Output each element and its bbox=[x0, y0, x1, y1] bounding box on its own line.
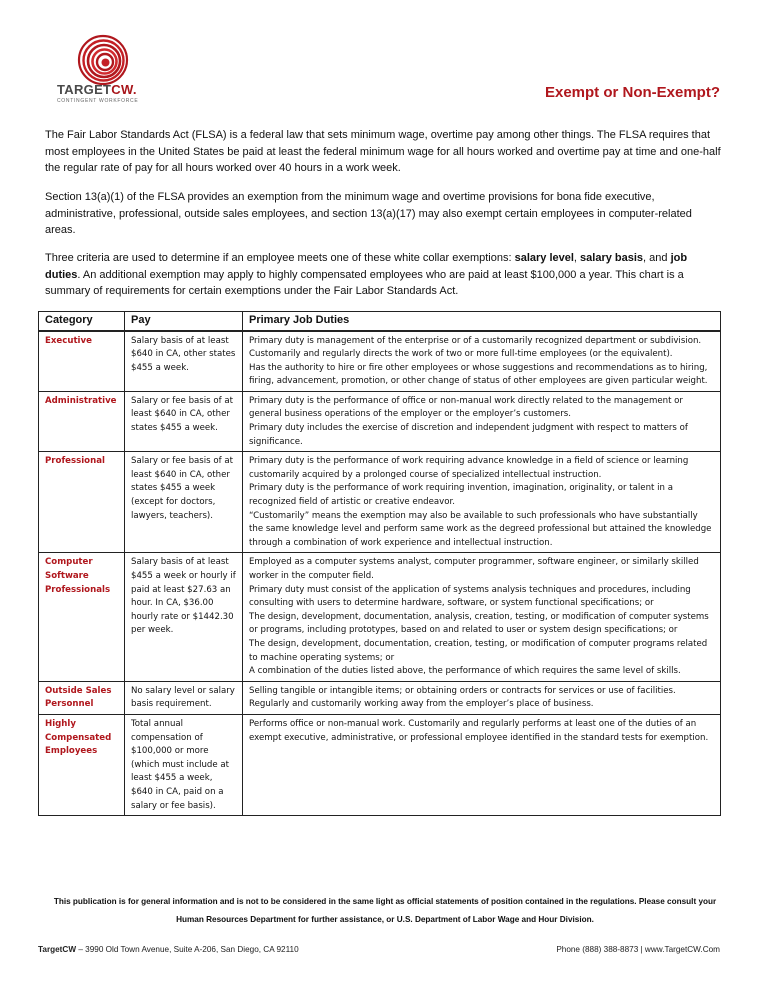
table-header-row bbox=[39, 312, 721, 331]
row-pay: Salary basis of at least $640 in CA, other states $455 a week. bbox=[125, 331, 243, 392]
logo-wordmark: TARGETCW. bbox=[57, 82, 137, 97]
row-duties bbox=[243, 681, 721, 714]
intro-paragraph-flsa: The Fair Labor Standards Act (FLSA) is a federal law that sets minimum wage, overtime pay among other things. The FLSA requires that most employees in the United States be paid at least the federal minimum wage for all hours worked and overtime pay at time and one-half the regular rate of pay for all hours worked over 40 hours in a work week. bbox=[45, 129, 721, 174]
row-category: Computer Software Professionals bbox=[39, 553, 125, 681]
row-duties bbox=[243, 714, 721, 815]
document-title: Exempt or Non-Exempt? bbox=[544, 84, 720, 101]
row-duties bbox=[243, 331, 721, 392]
duty-line: A combination of the duties listed above, the performance of which requires the same level of skills. bbox=[249, 666, 681, 677]
table-row bbox=[39, 681, 721, 714]
exemption-table bbox=[38, 311, 721, 816]
duty-line: “Customarily” means the exemption may also be available to such professionals who have substantially the same knowledge level and perform same work as the degreed professional but attained the knowledge through a combination of work experience and intellectual instruction. bbox=[249, 510, 712, 548]
row-category: Outside Sales Personnel bbox=[39, 681, 125, 714]
row-category: Administrative bbox=[39, 391, 125, 451]
row-category: Professional bbox=[39, 452, 125, 553]
footer-contact: Phone (888) 388-8873 | www.TargetCW.Com bbox=[556, 945, 720, 954]
header-pay: Pay bbox=[125, 312, 243, 331]
disclaimer-note: This publication is for general information and is not to be considered in the same light as official statements of position contained in the regulations. Please consult your Human Resources Department for further assistance, or U.S. Department of Labor Wage and Hour Division. bbox=[53, 897, 717, 924]
row-category: Executive bbox=[39, 331, 125, 392]
duty-line: Customarily and regularly directs the work of two or more full-time employees (or the equivalent). bbox=[249, 349, 673, 360]
row-pay: No salary level or salary basis requirement. bbox=[125, 681, 243, 714]
table-row bbox=[39, 714, 721, 815]
intro-paragraph-criteria: Three criteria are used to determine if an employee meets one of these white collar exemptions: salary level, salary basis, and job duties. An additional exemption may apply to highly compensated employees who are paid at least $100,000 a year. This chart is a summary of requirements for certain exemptions under the Fair Labor Standards Act. bbox=[45, 252, 688, 297]
duty-line: Primary duty is the performance of work requiring advance knowledge in a field of science or learning customarily acquired by a prolonged course of specialized intellectual instruction. bbox=[249, 456, 689, 480]
table-row bbox=[39, 391, 721, 451]
duty-line: Employed as a computer systems analyst, computer programmer, software engineer, or similarly skilled worker in the computer field. bbox=[249, 557, 699, 581]
duty-line: Primary duty includes the exercise of discretion and independent judgment with respect to matters of significance. bbox=[249, 423, 688, 447]
header-duties: Primary Job Duties bbox=[243, 312, 721, 331]
logo-tagline: CONTINGENT WORKFORCE bbox=[57, 98, 139, 104]
concentric-rings-logo-icon bbox=[77, 34, 129, 86]
duty-line: Performs office or non-manual work. Customarily and regularly performs at least one of the duties of an exempt executive, administrative, or professional employee identified in the standard tests for exemption. bbox=[249, 718, 709, 743]
duty-line: Regularly and customarily working away from the employer’s place of business. bbox=[249, 699, 594, 710]
row-pay: Salary or fee basis of at least $640 in CA, other states $455 a week (except for doctors, lawyers, teachers). bbox=[125, 452, 243, 553]
duty-line: Primary duty is management of the enterprise or of a customarily recognized department or subdivision. bbox=[249, 335, 702, 346]
duty-line: Primary duty must consist of the application of systems analysis techniques and procedures, including consulting with users to determine hardware, software, or system functional specifications; or bbox=[249, 584, 691, 609]
row-pay: Salary basis of at least $455 a week or hourly if paid at least $27.63 an hour. In CA, $36.00 hourly rate or $1442.30 per week. bbox=[125, 553, 243, 681]
row-duties bbox=[243, 391, 721, 451]
row-category: Highly Compensated Employees bbox=[39, 714, 125, 815]
footer-address: TargetCW – 3990 Old Town Avenue, Suite A-206, San Diego, CA 92110 bbox=[38, 945, 299, 954]
criterion-salary-basis: salary basis bbox=[580, 252, 644, 264]
criterion-salary-level: salary level bbox=[514, 252, 574, 264]
duty-line: Selling tangible or intangible items; or obtaining orders or contracts for services or use of facilities. bbox=[249, 685, 676, 696]
duty-line: Primary duty is the performance of office or non-manual work directly related to the management or general business operations of the employer or the employer’s customers. bbox=[249, 395, 683, 420]
duty-line: The design, development, documentation, creation, testing, or modification of computer programs related to machine operating systems; or bbox=[249, 638, 708, 663]
duty-line: Primary duty is the performance of work requiring invention, imagination, originality, or talent in a recognized field of artistic or creative endeavor. bbox=[249, 483, 673, 508]
intro-paragraph-section-13: Section 13(a)(1) of the FLSA provides an exemption from the minimum wage and overtime provisions for bona fide executive, administrative, professional, outside sales employees, and section 13(a)(17) may also exempt certain employees in computer-related areas. bbox=[45, 191, 692, 236]
footer-company: TargetCW bbox=[38, 945, 77, 954]
table-row bbox=[39, 553, 721, 681]
row-duties bbox=[243, 452, 721, 553]
row-duties bbox=[243, 553, 721, 681]
duty-line: Has the authority to hire or fire other employees or whose suggestions and recommendations as to hiring, firing, advancement, promotion, or other change of status of other employees are given particular weight. bbox=[249, 362, 708, 387]
row-pay: Total annual compensation of $100,000 or more (which must include at least $455 a week, $640 in CA, paid on a salary or fee basis). bbox=[125, 714, 243, 815]
header-category: Category bbox=[39, 312, 125, 331]
table-row bbox=[39, 452, 721, 553]
criterion-job-duties: job duties bbox=[45, 252, 688, 281]
company-logo bbox=[55, 34, 155, 104]
duty-line: The design, development, documentation, analysis, creation, testing, or modification of computer systems or programs, including prototypes, based on and related to user or system design specifications; or bbox=[249, 611, 709, 636]
row-pay: Salary or fee basis of at least $640 in CA, other states $455 a week. bbox=[125, 391, 243, 451]
table-row bbox=[39, 331, 721, 392]
